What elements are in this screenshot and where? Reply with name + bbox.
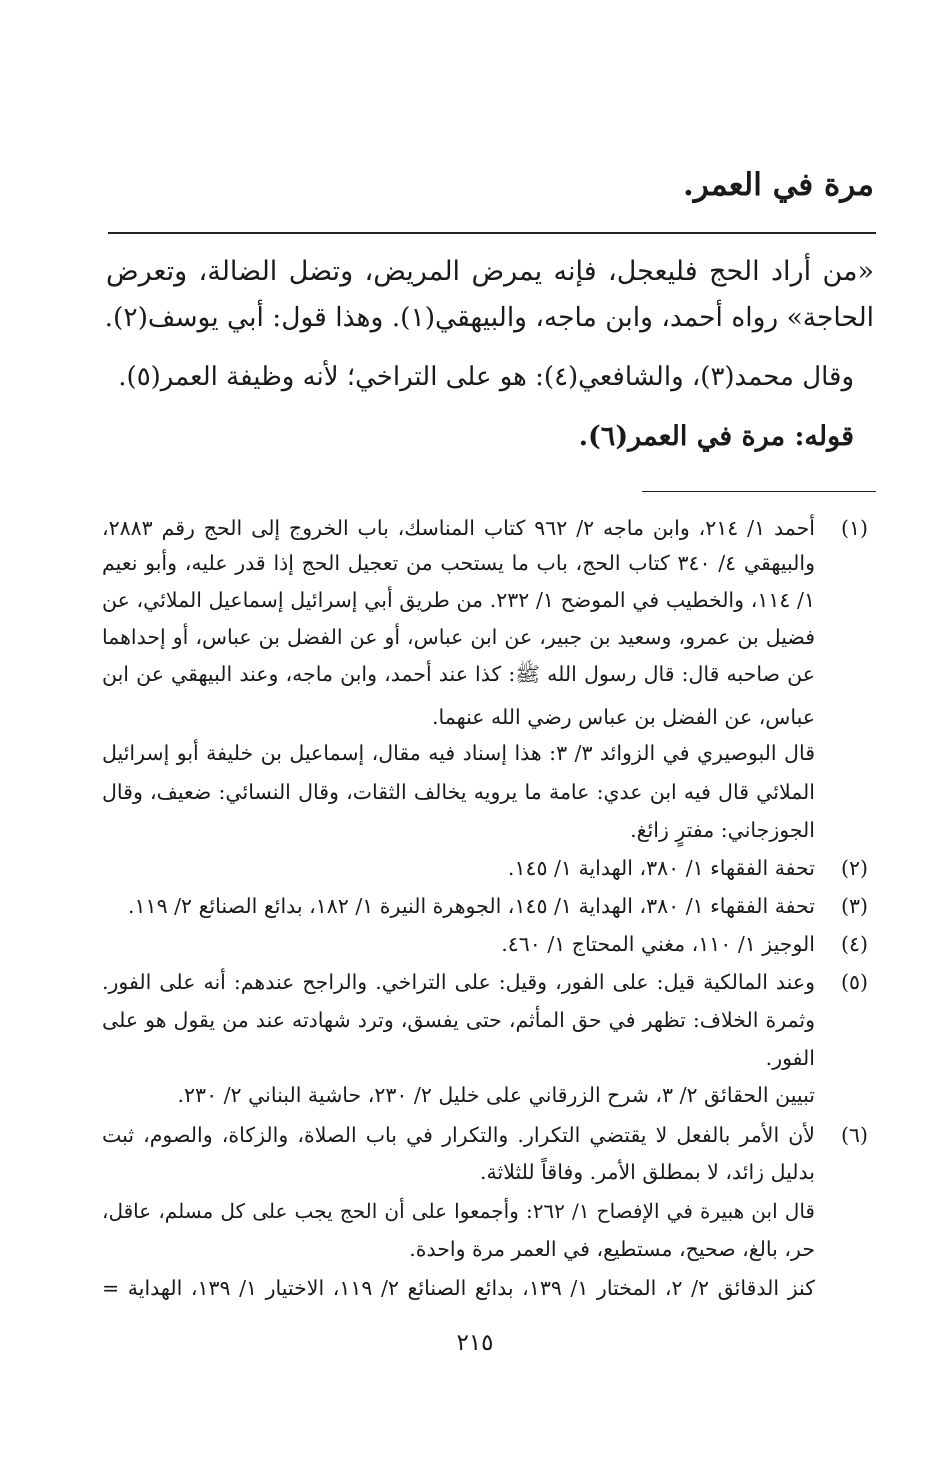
footnote-line: تحفة الفقهاء ١/ ٣٨٠، الهداية ١/ ١٤٥. [507,856,815,880]
footnote-number: (٥) [840,970,868,994]
main-line-3: وقال محمد(٣)، والشافعي(٤): هو على التراخي؛ لأنه وظيفة العمر(٥). [118,362,854,392]
footnote-number: (٦) [840,1123,868,1147]
footnote-line: فضيل بن عمرو، وسعيد بن جبير، عن ابن عباس، أو عن الفضل بن عباس، أو إحداهما [102,625,815,649]
page-number: ٢١٥ [456,1330,494,1356]
footnote-number: (٣) [840,894,868,918]
footnote-line: قال البوصيري في الزوائد ٣/ ٣: هذا إسناد فيه مقال، إسماعيل بن خليفة أبو إسرائيل [102,741,815,765]
main-line-4: قوله: مرة في العمر(٦). [578,421,854,452]
footnote-line: بدليل زائد، لا بمطلق الأمر. وفاقاً للثلاثة. [480,1160,815,1184]
footnote-number: (١) [840,516,868,540]
main-line-1: «من أراد الحج فليعجل، فإنه يمرض المريض، وتضل الضالة، وتعرض [106,256,874,287]
footnote-number: (٢) [840,856,868,880]
footnote-rule [642,491,876,492]
main-line-2: الحاجة» رواه أحمد، وابن ماجه، والبيهقي(١). وهذا قول: أبي يوسف(٢). [104,302,874,333]
footnote-line: الجوزجاني: مفترٍ زائغ. [630,818,815,842]
footnote-line: الوجيز ١/ ١١٠، مغني المحتاج ١/ ٤٦٠. [501,932,815,956]
header-rule [108,232,876,234]
footnote-line: لأن الأمر بالفعل لا يقتضي التكرار. والتكرار في باب الصلاة، والزكاة، والصوم، ثبت [102,1123,815,1147]
footnote-line: قال ابن هبيرة في الإفصاح ١/ ٢٦٢: وأجمعوا على أن الحج يجب على كل مسلم، عاقل، [102,1199,815,1223]
footnote-line: أحمد ١/ ٢١٤، وابن ماجه ٢/ ٩٦٢ كتاب المناسك، باب الخروج إلى الحج رقم ٢٨٨٣، [102,516,815,540]
footnote-line: تحفة الفقهاء ١/ ٣٨٠، الهداية ١/ ١٤٥، الجوهرة النيرة ١/ ١٨٢، بدائع الصنائع ٢/ ١١٩. [128,894,815,918]
footnote-line: ١/ ١١٤، والخطيب في الموضح ١/ ٢٣٢. من طريق أبي إسرائيل إسماعيل الملائي، عن [102,588,815,612]
running-title: مرة في العمر. [682,167,874,203]
footnote-line: وعند المالكية قيل: على الفور، وقيل: على التراخي. والراجح عندهم: أنه على الفور. [102,970,815,994]
footnote-line: عن صاحبه قال: قال رسول الله ﷺ: كذا عند أحمد، وابن ماجه، وعند البيهقي عن ابن [102,662,815,686]
footnote-number: (٤) [840,932,868,956]
footnote-line: الملائي قال فيه ابن عدي: عامة ما يرويه يخالف الثقات، وقال النسائي: ضعيف، وقال [102,780,815,804]
footnote-line: الفور. [765,1046,815,1070]
footnote-line: حر، بالغ، صحيح، مستطيع، في العمر مرة واحدة. [409,1237,815,1261]
footnote-line: والبيهقي ٤/ ٣٤٠ كتاب الحج، باب ما يستحب من تعجيل الحج إذا قدر عليه، وأبو نعيم [102,551,815,575]
footnote-line: تبيين الحقائق ٢/ ٣، شرح الزرقاني على خليل ٢/ ٢٣٠، حاشية البناني ٢/ ٢٣٠. [177,1083,815,1107]
footnote-line: عباس، عن الفضل بن عباس رضي الله عنهما. [432,705,815,729]
footnote-line: كنز الدقائق ٢/ ٢، المختار ١/ ١٣٩، بدائع الصنائع ٢/ ١١٩، الاختيار ١/ ١٣٩، الهداية = [102,1276,815,1300]
footnote-line: وثمرة الخلاف: تظهر في حق المأثم، حتى يفسق، وترد شهادته عند من يقول هو على [102,1008,815,1032]
